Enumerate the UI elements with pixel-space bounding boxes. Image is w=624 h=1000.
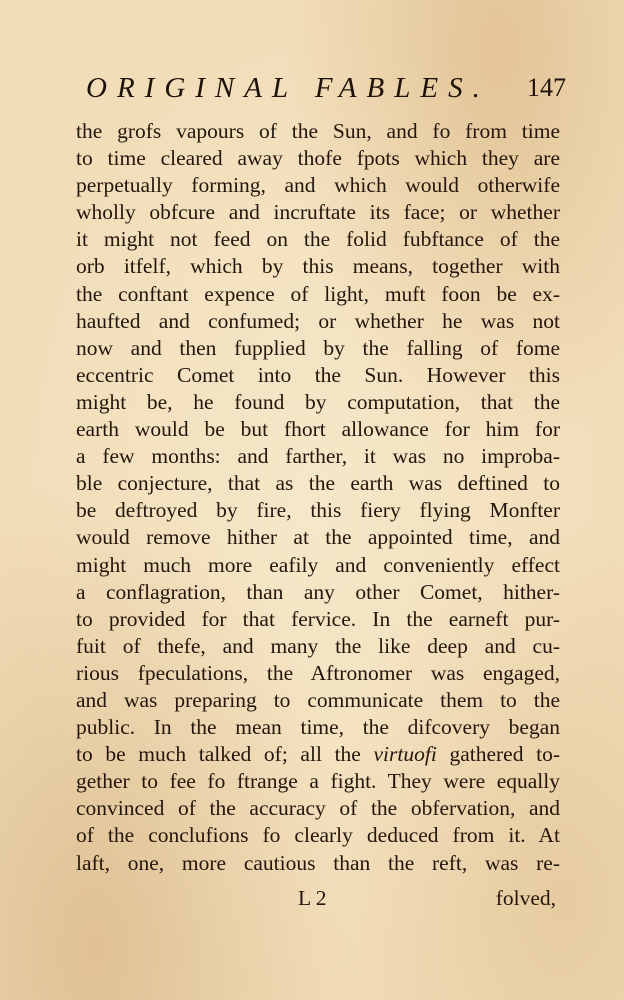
text-segment: gathered to- xyxy=(449,742,561,767)
text-line: earth would be but fhort allowance for him for xyxy=(76,417,560,442)
text-line: to provided for that fervice. In the earneft pur- xyxy=(76,606,560,631)
page-footer xyxy=(76,886,560,916)
text-line: of the conclufions fo clearly deduced from it. At xyxy=(76,823,560,848)
text-line: rious fpeculations, the Aftronomer was engaged, xyxy=(76,660,560,685)
text-line: now and then fupplied by the falling of fome xyxy=(76,335,560,360)
text-line: wholly obfcure and incruftate its face; or whether xyxy=(76,200,560,225)
catchword: folved, xyxy=(495,886,556,910)
text-line: ble conjecture, that as the earth was deftined to xyxy=(76,471,560,496)
italic-word: virtuofi xyxy=(373,742,437,767)
text-line: the conftant expence of light, muft foon be ex- xyxy=(76,281,560,306)
text-line: to time cleared away thofe fpots which they are xyxy=(76,146,560,171)
text-line: eccentric Comet into the Sun. However this xyxy=(76,362,560,387)
text-line: and was preparing to communicate them to the xyxy=(76,687,560,712)
text-line: orb itfelf, which by this means, together with xyxy=(76,254,560,279)
text-line: fuit of thefe, and many the like deep and cu- xyxy=(76,633,560,658)
text-line: would remove hither at the appointed time, and xyxy=(76,525,560,550)
text-line: gether to fee fo ftrange a fight. They were equally xyxy=(76,769,560,794)
running-title: ORIGINAL FABLES. xyxy=(86,72,490,104)
text-line: laft, one, more cautious than the reft, was re- xyxy=(76,850,560,875)
text-line: a conflagration, than any other Comet, hither- xyxy=(76,579,560,604)
text-line: a few months: and farther, it was no improba- xyxy=(76,444,560,469)
text-line-with-italic xyxy=(76,741,560,768)
text-line: might much more eafily and conveniently effect xyxy=(76,552,560,577)
body-text xyxy=(76,118,560,877)
text-segment: to be much talked of; all the xyxy=(76,742,361,767)
running-head xyxy=(86,72,566,108)
text-line: might be, he found by computation, that the xyxy=(76,389,560,414)
text-line: it might not feed on the folid fubftance of the xyxy=(76,227,560,252)
page-number: 147 xyxy=(527,73,566,102)
text-line: public. In the mean time, the difcovery began xyxy=(76,715,560,740)
text-line: perpetually forming, and which would otherwife xyxy=(76,173,560,198)
text-line: the grofs vapours of the Sun, and fo from time xyxy=(76,119,560,143)
text-line: haufted and confumed; or whether he was not xyxy=(76,308,560,333)
text-line: be deftroyed by fire, this fiery flying Monfter xyxy=(76,498,560,523)
text-line: convinced of the accuracy of the obfervation, and xyxy=(76,796,560,821)
signature-mark: L 2 xyxy=(298,886,327,910)
